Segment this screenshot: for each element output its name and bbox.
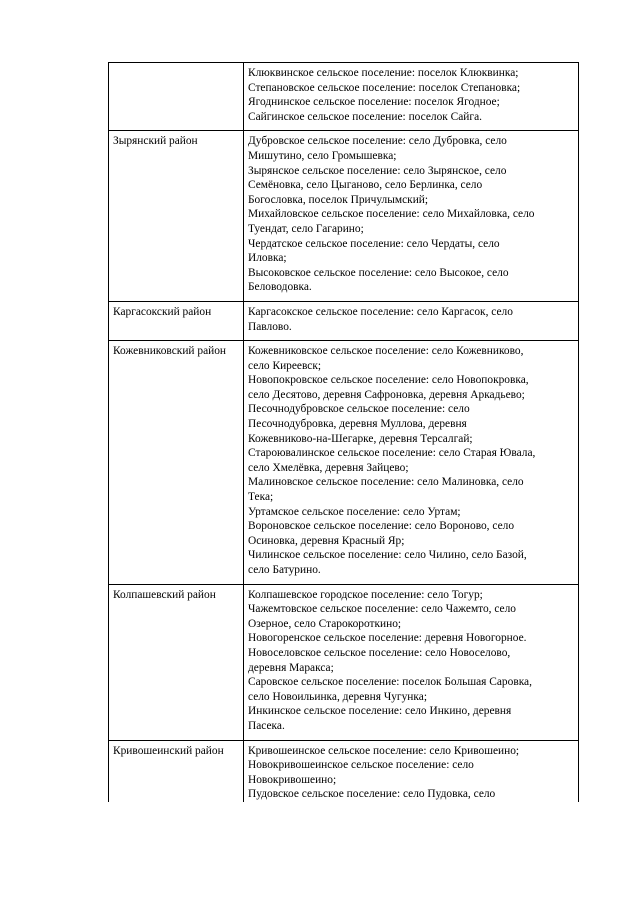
- settlement-line: Озерное, село Старокороткино;: [248, 617, 402, 630]
- settlement-line: Инкинское сельское поселение: село Инкино, деревня: [248, 705, 512, 718]
- settlement-line: село Хмелёвка, деревня Зайцево;: [248, 461, 409, 474]
- settlements-cell: [244, 63, 579, 131]
- district-cell: Каргасокский район: [109, 301, 244, 340]
- table-body: [109, 63, 579, 802]
- settlement-line: Тека;: [248, 491, 274, 504]
- settlement-line: Кожевниково-на-Шегарке, деревня Терсалгай;: [248, 432, 473, 445]
- settlement-line: Туендат, село Гагарино;: [248, 222, 364, 235]
- settlement-line: Чажемтовское сельское поселение: село Чажемто, село: [248, 603, 516, 616]
- settlement-line: Высоковское сельское поселение: село Высокое, село: [248, 266, 509, 279]
- district-cell: Колпашевский район: [109, 584, 244, 740]
- settlements-table: [108, 62, 579, 802]
- settlement-line: Вороновское сельское поселение: село Вороново, село: [248, 520, 515, 533]
- district-cell: Зырянский район: [109, 131, 244, 302]
- settlement-line: Колпашевское городское поселение: село Тогур;: [248, 588, 483, 601]
- table-row: [109, 740, 579, 802]
- settlement-line: Богословка, поселок Причулымский;: [248, 193, 429, 206]
- settlement-line: Иловка;: [248, 252, 287, 265]
- settlement-line: Пудовское сельское поселение: село Пудовка, село: [248, 788, 496, 801]
- settlement-line: Кожевниковское сельское поселение: село Кожевниково,: [248, 345, 524, 358]
- settlement-line: Каргасокское сельское поселение: село Каргасок, село: [248, 305, 513, 318]
- table-row: [109, 131, 579, 302]
- settlement-line: село Батурино.: [248, 564, 321, 576]
- settlement-line: Кривошеинское сельское поселение: село Кривошеино;: [248, 744, 520, 757]
- settlement-line: Новоселовское сельское поселение: село Новоселово,: [248, 646, 511, 659]
- settlement-line: Ягоднинское сельское поселение: поселок Ягодное;: [248, 96, 500, 109]
- table-row: [109, 584, 579, 740]
- settlement-line: Песочнодубровка, деревня Муллова, деревня: [248, 418, 467, 431]
- table-row: [109, 341, 579, 585]
- settlement-line: Зырянское сельское поселение: село Зырянское, село: [248, 164, 507, 177]
- settlement-line: Дубровское сельское поселение: село Дубровка, село: [248, 135, 507, 148]
- settlements-cell: [244, 341, 579, 585]
- settlement-line: Михайловское сельское поселение: село Михайловка, село: [248, 208, 535, 221]
- settlement-line: Новопокровское сельское поселение: село Новопокровка,: [248, 374, 529, 387]
- settlement-line: Малиновское сельское поселение: село Малиновка, село: [248, 476, 524, 489]
- settlements-cell: [244, 131, 579, 302]
- settlements-cell: [244, 584, 579, 740]
- district-cell: Кривошеинский район: [109, 740, 244, 802]
- settlement-line: Новокривошеинское сельское поселение: село: [248, 759, 474, 772]
- settlement-line: Осиновка, деревня Красный Яр;: [248, 534, 405, 547]
- settlement-line: Степановское сельское поселение: поселок Степановка;: [248, 81, 521, 94]
- settlement-line: Саровское сельское поселение: поселок Большая Саровка,: [248, 676, 532, 689]
- settlement-line: село Киреевск;: [248, 359, 322, 372]
- settlement-line: Староювалинское сельское поселение: село Старая Ювала,: [248, 447, 536, 460]
- settlement-line: Новокривошеино;: [248, 773, 337, 786]
- settlement-line: село Новоильинка, деревня Чугунка;: [248, 690, 427, 703]
- table-row: [109, 63, 579, 131]
- settlement-line: Павлово.: [248, 320, 292, 333]
- settlement-line: Мишутино, село Громышевка;: [248, 149, 397, 162]
- settlement-line: Семёновка, село Цыганово, село Берлинка, село: [248, 179, 483, 192]
- settlement-line: Беловодовка.: [248, 281, 312, 294]
- settlements-cell: [244, 740, 579, 802]
- district-cell: Кожевниковский район: [109, 341, 244, 585]
- settlement-line: деревня Маракса;: [248, 661, 334, 674]
- settlement-line: село Десятово, деревня Сафроновка, деревня Аркадьево;: [248, 388, 525, 401]
- settlement-line: Песочнодубровское сельское поселение: село: [248, 403, 470, 416]
- settlement-line: Клюквинское сельское поселение: поселок Клюквинка;: [248, 67, 519, 79]
- district-cell: [109, 63, 244, 131]
- settlement-line: Новогоренское сельское поселение: деревня Новогорное.: [248, 632, 527, 645]
- settlements-cell: [244, 301, 579, 340]
- settlement-line: Чердатское сельское поселение: село Чердаты, село: [248, 237, 500, 250]
- settlement-line: Уртамское сельское поселение: село Уртам;: [248, 505, 461, 518]
- settlement-line: Сайгинское сельское поселение: поселок Сайга.: [248, 110, 482, 123]
- settlement-line: Пасека.: [248, 719, 285, 732]
- table-row: [109, 301, 579, 340]
- settlement-line: Чилинское сельское поселение: село Чилино, село Базой,: [248, 549, 527, 562]
